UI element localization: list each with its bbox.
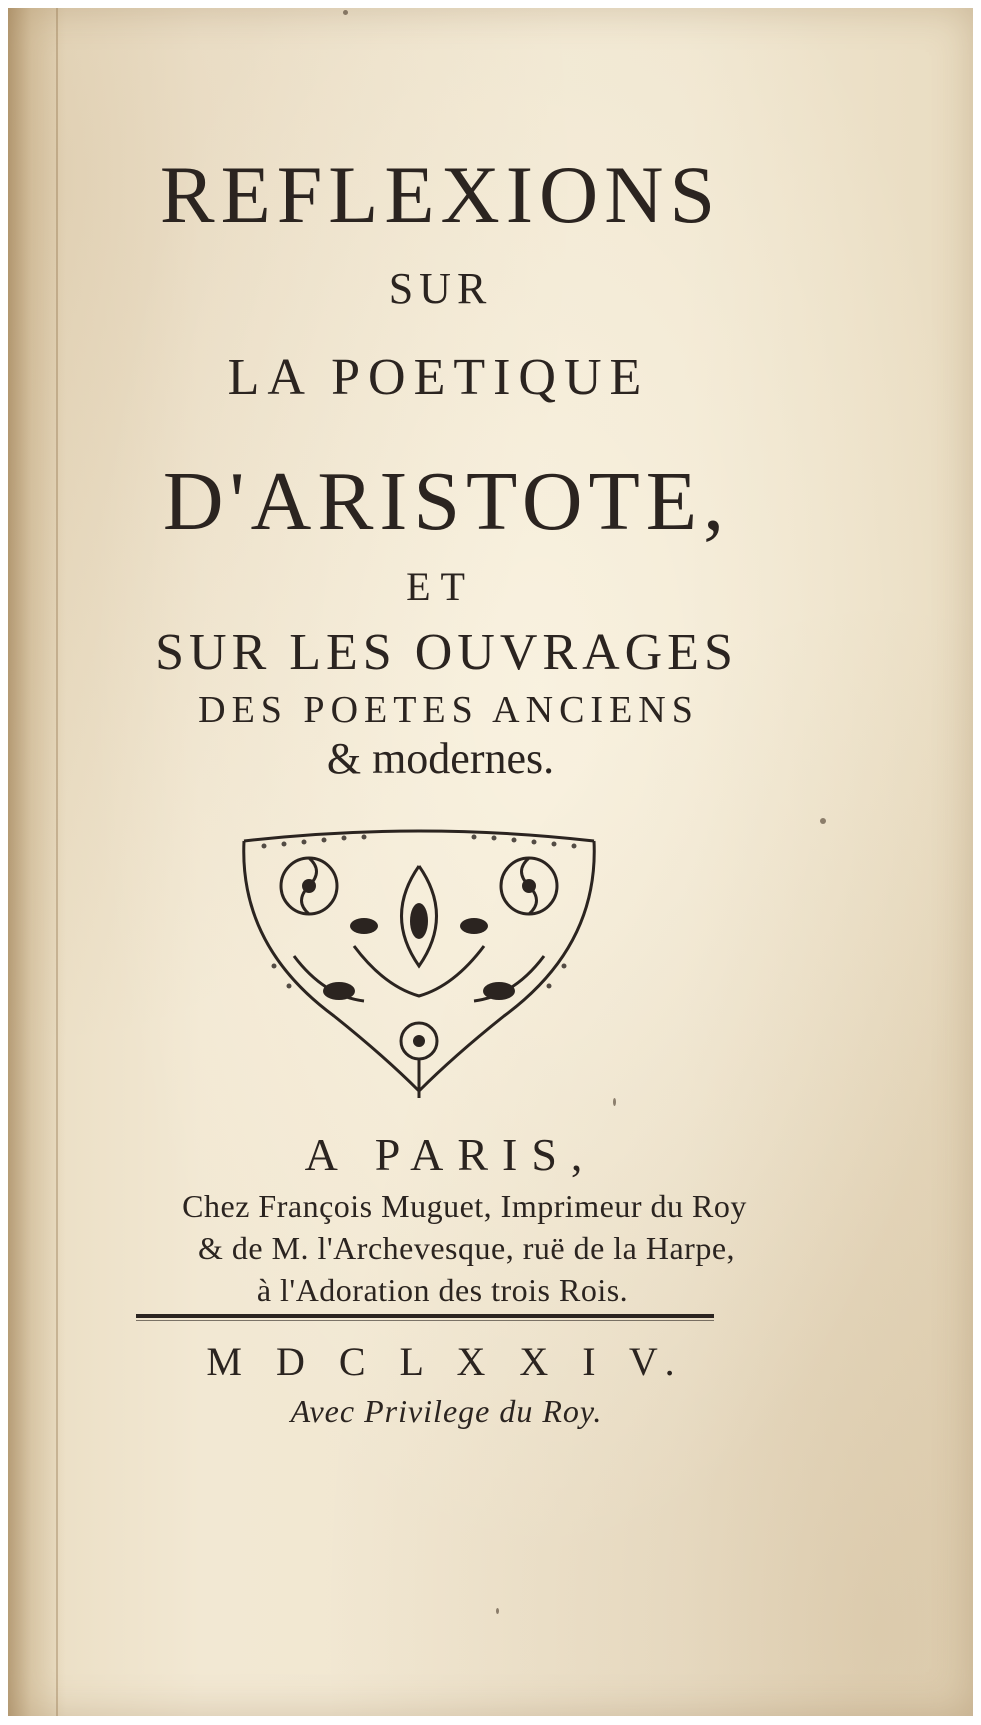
imprint-privilege: Avec Privilege du Roy. bbox=[290, 1393, 603, 1429]
title-line-la-poetique: LA POETIQUE bbox=[227, 349, 650, 406]
title-line-poetes: DES POETES ANCIENS bbox=[198, 689, 699, 731]
imprint-printer-line-2: & de M. l'Archevesque, ruë de la Harpe, bbox=[197, 1230, 736, 1266]
paper-speck bbox=[820, 818, 826, 824]
paper-speck bbox=[613, 1098, 616, 1106]
title-page bbox=[8, 8, 973, 1716]
title-line-et: ET bbox=[406, 564, 475, 609]
imprint-year: M D C L X X I V. bbox=[206, 1339, 687, 1384]
imprint-city: A PARIS, bbox=[304, 1129, 597, 1180]
title-line-modernes: & modernes. bbox=[326, 734, 555, 783]
imprint-printer-line-1: Chez François Muguet, Imprimeur du Roy bbox=[182, 1188, 747, 1224]
floral-fleuron-icon bbox=[234, 826, 604, 1106]
paper-speck bbox=[343, 10, 348, 15]
title-line-ouvrages: SUR LES OUVRAGES bbox=[155, 624, 738, 681]
title-line-sur: SUR bbox=[388, 264, 493, 313]
title-line-reflexions: REFLEXIONS bbox=[159, 149, 722, 240]
paper-speck bbox=[496, 1608, 499, 1614]
imprint-printer-line-3: à l'Adoration des trois Rois. bbox=[256, 1272, 629, 1308]
horizontal-rule bbox=[136, 1314, 714, 1318]
title-line-aristote: D'ARISTOTE, bbox=[162, 455, 731, 548]
